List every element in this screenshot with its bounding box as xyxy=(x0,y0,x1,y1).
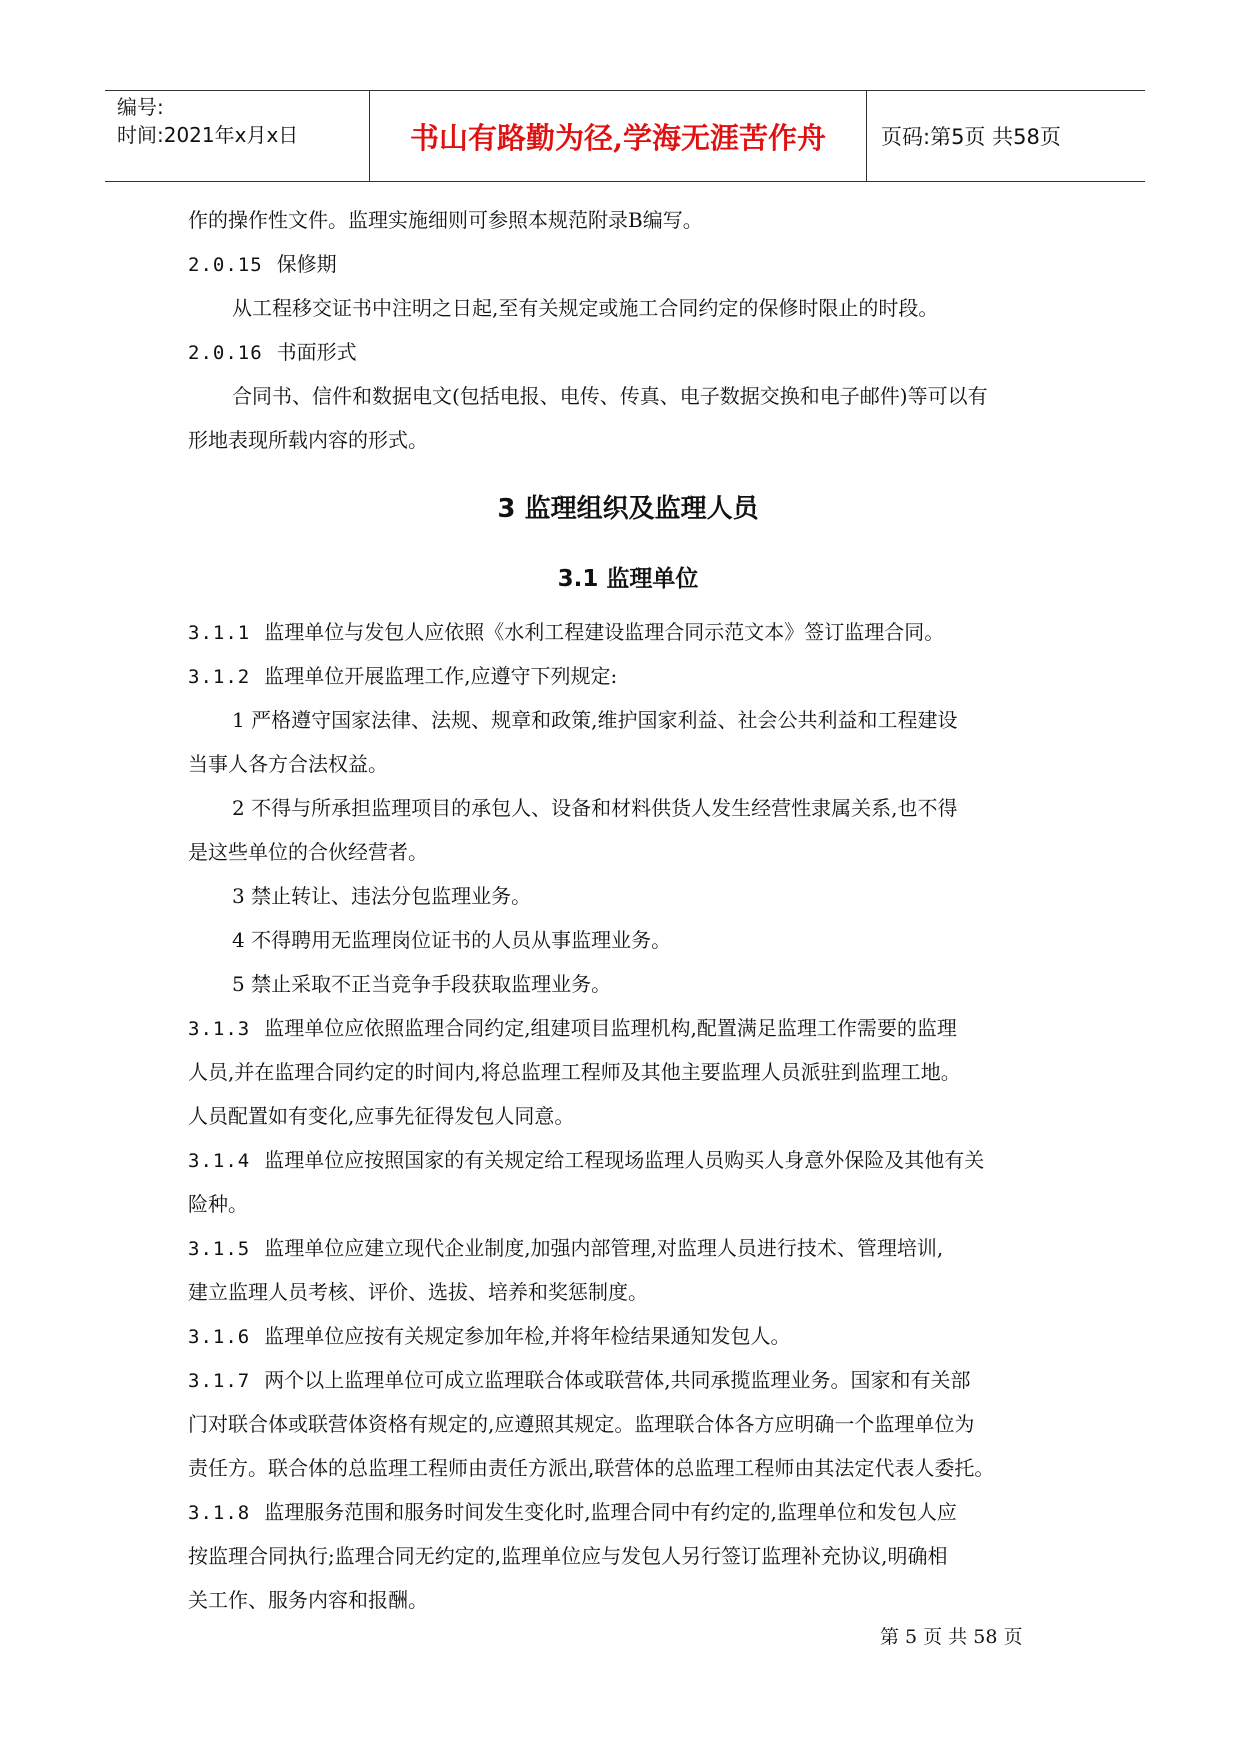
clause-number: 3.1.1 xyxy=(188,622,251,644)
clause-number: 3.1.7 xyxy=(188,1370,251,1392)
clause-number: 2.0.15 xyxy=(188,254,263,276)
list-item-cont: 当事人各方合法权益。 xyxy=(188,752,388,776)
clause xyxy=(188,1226,1068,1271)
paragraph: 门对联合体或联营体资格有规定的,应遵照其规定。监理联合体各方应明确一个监理单位为 xyxy=(188,1412,975,1436)
paragraph: 从工程移交证书中注明之日起,至有关规定或施工合同约定的保修时限止的时段。 xyxy=(232,296,939,320)
list-item: 4 不得聘用无监理岗位证书的人员从事监理业务。 xyxy=(232,928,672,952)
clause xyxy=(188,654,1068,699)
paragraph: 建立监理人员考核、评价、选拔、培养和奖惩制度。 xyxy=(188,1280,648,1304)
paragraph: 形地表现所载内容的形式。 xyxy=(188,428,428,452)
paragraph: 作的操作性文件。监理实施细则可参照本规范附录B编写。 xyxy=(188,208,703,232)
clause-number: 3.1.8 xyxy=(188,1502,251,1524)
paragraph: 人员,并在监理合同约定的时间内,将总监理工程师及其他主要监理人员派驻到监理工地。 xyxy=(188,1060,961,1084)
clause-number: 3.1.2 xyxy=(188,666,251,688)
clause-heading xyxy=(188,242,1068,287)
list-item: 3 禁止转让、违法分包监理业务。 xyxy=(232,884,532,908)
clause xyxy=(188,1006,1068,1051)
clause xyxy=(188,1358,1068,1403)
clause-title: 书面形式 xyxy=(276,340,357,364)
header-meta xyxy=(105,91,370,181)
clause-number: 3.1.6 xyxy=(188,1326,251,1348)
clause-number: 3.1.5 xyxy=(188,1238,251,1260)
clause-text: 监理服务范围和服务时间发生变化时,监理合同中有约定的,监理单位和发包人应 xyxy=(264,1500,957,1524)
clause-text: 监理单位与发包人应依照《水利工程建设监理合同示范文本》签订监理合同。 xyxy=(264,620,945,644)
paragraph: 按监理合同执行;监理合同无约定的,监理单位应与发包人另行签订监理补充协议,明确相 xyxy=(188,1544,948,1568)
clause xyxy=(188,1314,1068,1359)
section-title: 3.1 监理单位 xyxy=(557,566,699,592)
clause xyxy=(188,610,1068,655)
list-item: 2 不得与所承担监理项目的承包人、设备和材料供货人发生经营性隶属关系,也不得 xyxy=(232,796,958,820)
clause-title: 保修期 xyxy=(276,252,337,276)
paragraph: 关工作、服务内容和报酬。 xyxy=(188,1588,428,1612)
page-footer: 第 5 页 共 58 页 xyxy=(880,1626,1023,1648)
clause-number: 3.1.3 xyxy=(188,1018,251,1040)
paragraph: 合同书、信件和数据电文(包括电报、电传、传真、电子数据交换和电子邮件)等可以有 xyxy=(232,384,988,408)
header-page-label: 页码:第5页 共58页 xyxy=(881,125,1061,149)
chapter-title: 3 监理组织及监理人员 xyxy=(497,494,759,524)
clause-text: 监理单位应按有关规定参加年检,并将年检结果通知发包人。 xyxy=(264,1324,791,1348)
doc-time-label: 时间:2021年x月x日 xyxy=(117,123,299,147)
clause-text: 监理单位开展监理工作,应遵守下列规定: xyxy=(264,664,618,688)
paragraph: 责任方。联合体的总监理工程师由责任方派出,联营体的总监理工程师由其法定代表人委托。 xyxy=(188,1456,995,1480)
clause-text: 监理单位应依照监理合同约定,组建项目监理机构,配置满足监理工作需要的监理 xyxy=(264,1016,957,1040)
doc-number-label: 编号: xyxy=(117,95,164,119)
header-slogan: 书山有路勤为径,学海无涯苦作舟 xyxy=(370,91,867,181)
clause-number: 3.1.4 xyxy=(188,1150,251,1172)
clause xyxy=(188,1490,1068,1535)
clause-text: 监理单位应建立现代企业制度,加强内部管理,对监理人员进行技术、管理培训, xyxy=(264,1236,944,1260)
clause xyxy=(188,1138,1068,1183)
clause-number: 2.0.16 xyxy=(188,342,263,364)
clause-text: 两个以上监理单位可成立监理联合体或联营体,共同承揽监理业务。国家和有关部 xyxy=(264,1368,971,1392)
list-item: 1 严格遵守国家法律、法规、规章和政策,维护国家利益、社会公共利益和工程建设 xyxy=(232,708,958,732)
paragraph: 险种。 xyxy=(188,1192,248,1216)
page-header xyxy=(105,90,1145,182)
clause-text: 监理单位应按照国家的有关规定给工程现场监理人员购买人身意外保险及其他有关 xyxy=(264,1148,985,1172)
list-item: 5 禁止采取不正当竞争手段获取监理业务。 xyxy=(232,972,612,996)
clause-heading xyxy=(188,330,1068,375)
paragraph: 人员配置如有变化,应事先征得发包人同意。 xyxy=(188,1104,575,1128)
list-item-cont: 是这些单位的合伙经营者。 xyxy=(188,840,428,864)
